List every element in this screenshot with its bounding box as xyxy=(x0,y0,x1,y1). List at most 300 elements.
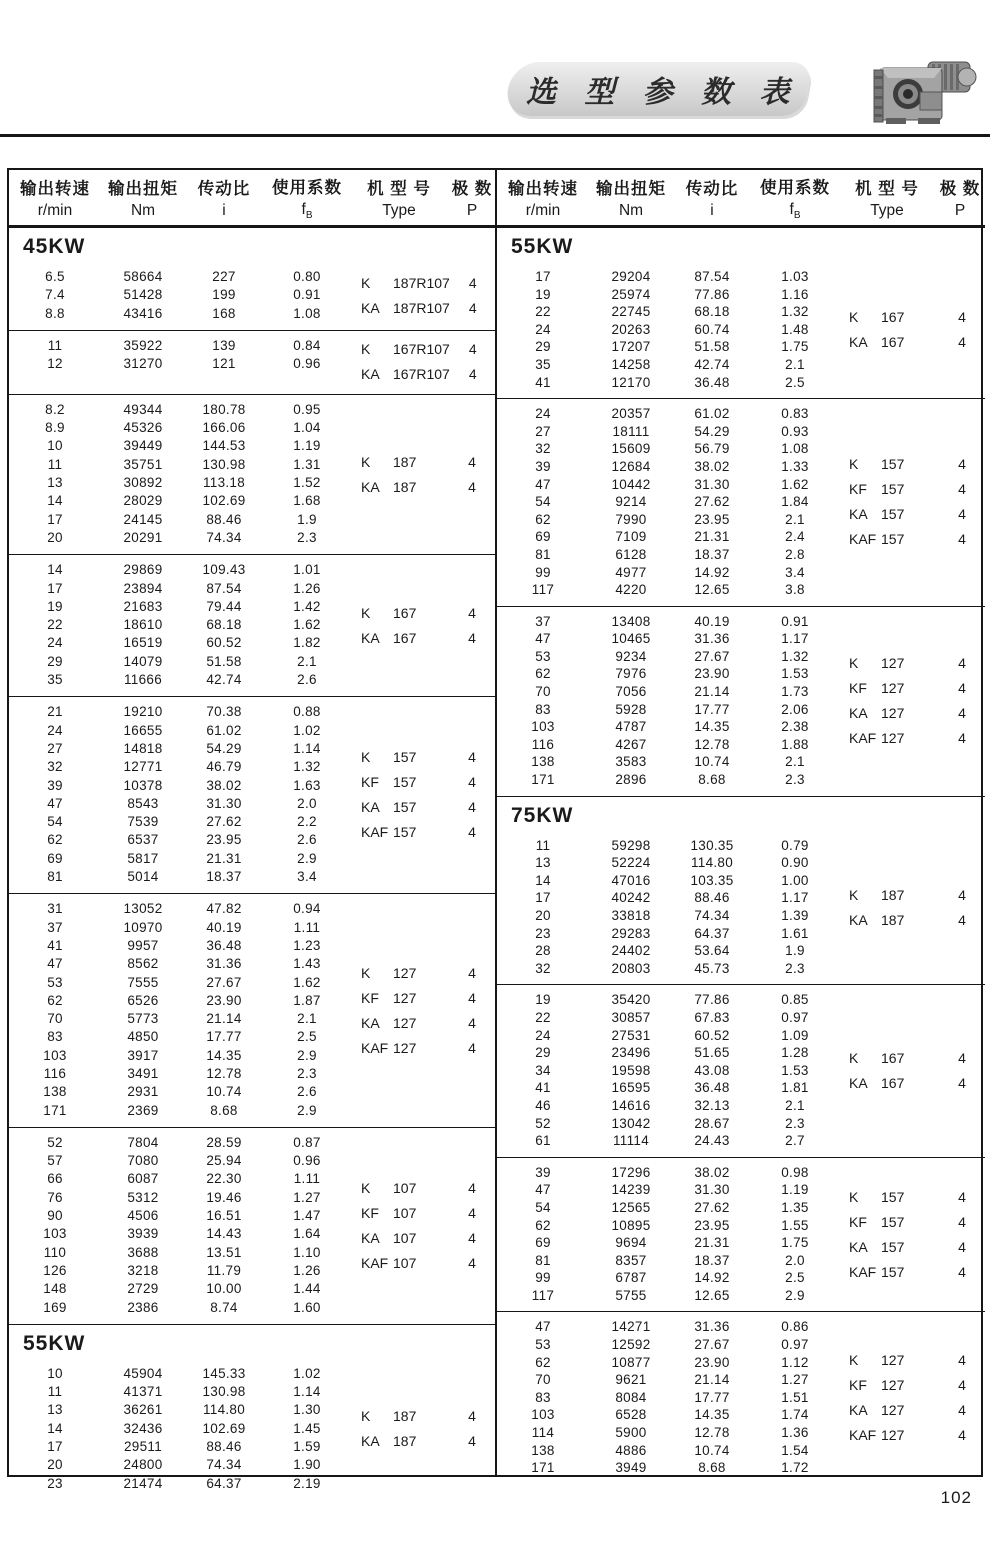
ratio-cell: 31.36 xyxy=(694,1319,730,1335)
ratio-cell: 28.67 xyxy=(694,1115,730,1131)
ratio-cell: 88.46 xyxy=(206,511,242,527)
service-factor-cell: 0.91 xyxy=(781,613,809,629)
rpm-cell: 52 xyxy=(47,1134,63,1150)
type-cell: KAF 127 xyxy=(849,1427,905,1444)
spec-block xyxy=(497,831,985,986)
service-factor-cell: 2.9 xyxy=(297,1102,317,1118)
torque-cell: 14271 xyxy=(611,1319,651,1335)
type-cell: KA 157 xyxy=(849,1238,905,1255)
torque-cell: 7056 xyxy=(615,684,647,700)
rpm-cell: 81 xyxy=(535,546,551,562)
torque-cell: 10877 xyxy=(611,1354,651,1370)
type-prefix: K xyxy=(361,964,371,981)
type-row xyxy=(351,1225,495,1250)
right-table-header xyxy=(497,170,985,228)
ratio-cell: 10.74 xyxy=(694,1442,730,1458)
poles-cell: 4 xyxy=(958,309,966,326)
rpm-cell: 14 xyxy=(47,1420,63,1436)
ratio-cell: 53.64 xyxy=(694,943,730,959)
rpm-cell: 62 xyxy=(47,832,63,848)
type-cell: KA 127 xyxy=(849,1402,905,1419)
type-row xyxy=(839,1046,985,1071)
table-row xyxy=(9,831,351,849)
type-row xyxy=(351,1404,495,1429)
rpm-cell: 22 xyxy=(535,304,551,320)
type-prefix: KF xyxy=(849,1377,867,1394)
service-factor-cell: 2.7 xyxy=(785,1133,805,1149)
rpm-cell: 47 xyxy=(535,476,551,492)
rpm-cell: 116 xyxy=(43,1065,67,1081)
power-section-heading: 45KW xyxy=(23,235,86,258)
ratio-cell: 27.62 xyxy=(694,1199,730,1215)
table-row xyxy=(497,1336,839,1354)
service-factor-cell: 2.3 xyxy=(297,529,317,545)
type-cell: K 127 xyxy=(361,964,417,981)
type-prefix: K xyxy=(361,1179,371,1196)
ratio-cell: 40.19 xyxy=(206,919,242,935)
torque-cell: 6526 xyxy=(127,992,159,1008)
ratio-cell: 12.78 xyxy=(694,1425,730,1441)
torque-cell: 59298 xyxy=(611,837,651,853)
torque-cell: 40242 xyxy=(611,890,651,906)
type-row xyxy=(351,1250,495,1275)
type-prefix: K xyxy=(849,456,859,473)
table-row xyxy=(9,740,351,758)
rpm-cell: 12 xyxy=(47,356,63,372)
poles-cell: 4 xyxy=(468,749,476,766)
service-factor-cell: 2.9 xyxy=(297,850,317,866)
rpm-cell: 90 xyxy=(47,1208,63,1224)
rpm-cell: 126 xyxy=(43,1262,67,1278)
col-service-factor: 使用系数 $f_B$ xyxy=(272,178,342,222)
torque-cell: 28029 xyxy=(123,493,163,509)
service-factor-cell: 1.53 xyxy=(781,1062,809,1078)
ratio-cell: 130.98 xyxy=(202,456,246,472)
ratio-cell: 21.14 xyxy=(694,1372,730,1388)
table-row xyxy=(9,1262,351,1280)
type-list xyxy=(839,991,985,1149)
torque-cell: 6087 xyxy=(127,1171,159,1187)
type-prefix: KAF xyxy=(849,1263,877,1280)
table-row xyxy=(497,1009,839,1027)
torque-cell: 9234 xyxy=(615,648,647,664)
service-factor-cell: 1.68 xyxy=(293,493,321,509)
torque-cell: 58664 xyxy=(123,269,163,284)
ratio-cell: 25.94 xyxy=(206,1153,242,1169)
ratio-cell: 54.29 xyxy=(694,423,730,439)
type-prefix: KA xyxy=(849,705,868,722)
table-row xyxy=(497,1217,839,1235)
rpm-cell: 103 xyxy=(43,1047,67,1063)
torque-cell: 24800 xyxy=(123,1457,163,1473)
ratio-cell: 14.43 xyxy=(206,1226,242,1242)
poles-cell: 4 xyxy=(958,655,966,672)
rpm-cell: 138 xyxy=(531,1442,555,1458)
ratio-cell: 14.35 xyxy=(694,1407,730,1423)
spec-block xyxy=(497,985,985,1157)
type-row xyxy=(351,1010,495,1035)
ratio-cell: 23.90 xyxy=(206,992,242,1008)
table-row xyxy=(9,1365,351,1383)
type-prefix: K xyxy=(849,886,859,903)
ratio-cell: 23.95 xyxy=(694,1217,730,1233)
table-row xyxy=(9,813,351,831)
rpm-cell: 103 xyxy=(531,719,555,735)
rpm-cell: 8.8 xyxy=(45,305,65,321)
rpm-cell: 61 xyxy=(535,1133,551,1149)
spec-block xyxy=(9,894,495,1128)
ratio-cell: 32.13 xyxy=(694,1097,730,1113)
service-factor-cell: 2.1 xyxy=(785,754,805,770)
service-factor-cell: 1.03 xyxy=(781,269,809,284)
torque-cell: 20357 xyxy=(611,406,651,422)
rpm-cell: 22 xyxy=(535,1009,551,1025)
torque-cell: 6537 xyxy=(127,832,159,848)
ratio-cell: 145.33 xyxy=(202,1365,246,1381)
service-factor-cell: 0.91 xyxy=(293,287,321,303)
power-section-heading: 55KW xyxy=(23,1331,86,1355)
type-cell: KA 167R107 xyxy=(361,366,450,383)
service-factor-cell: 0.79 xyxy=(781,837,809,853)
table-row xyxy=(497,528,839,546)
ratio-cell: 88.46 xyxy=(694,890,730,906)
table-row xyxy=(497,1115,839,1133)
rpm-cell: 17 xyxy=(535,890,551,906)
ratio-cell: 24.43 xyxy=(694,1133,730,1149)
ratio-cell: 17.77 xyxy=(206,1029,242,1045)
rpm-cell: 57 xyxy=(47,1153,63,1169)
poles-cell: 4 xyxy=(468,366,477,383)
rpm-cell: 171 xyxy=(531,1460,555,1476)
spec-rows xyxy=(497,1164,839,1305)
type-row xyxy=(351,1200,495,1225)
torque-cell: 9621 xyxy=(615,1372,647,1388)
service-factor-cell: 1.84 xyxy=(781,494,809,510)
rpm-cell: 47 xyxy=(535,1319,551,1335)
type-row xyxy=(351,1175,495,1200)
ratio-cell: 10.00 xyxy=(206,1281,242,1297)
spec-block xyxy=(497,1158,985,1313)
table-row xyxy=(497,1389,839,1407)
rpm-cell: 47 xyxy=(535,631,551,647)
table-row xyxy=(497,1354,839,1372)
service-factor-cell: 1.27 xyxy=(781,1372,809,1388)
service-factor-cell: 1.32 xyxy=(781,304,809,320)
service-factor-cell: 1.08 xyxy=(781,441,809,457)
spec-block xyxy=(9,395,495,555)
table-row xyxy=(497,1252,839,1270)
spec-block xyxy=(9,1128,495,1325)
table-row xyxy=(9,1010,351,1028)
table-row xyxy=(9,1401,351,1419)
table-row xyxy=(497,771,839,789)
type-cell: KA 127 xyxy=(849,705,905,722)
type-prefix: KF xyxy=(361,989,379,1006)
ratio-cell: 74.34 xyxy=(694,908,730,923)
ratio-cell: 28.59 xyxy=(206,1134,242,1150)
table-row xyxy=(497,648,839,666)
table-row xyxy=(9,777,351,795)
service-factor-cell: 1.11 xyxy=(293,1171,321,1187)
table-row xyxy=(497,268,839,286)
ratio-cell: 68.18 xyxy=(694,304,730,320)
table-row xyxy=(9,580,351,598)
rpm-cell: 32 xyxy=(535,960,551,976)
poles-cell: 4 xyxy=(468,604,476,621)
type-row xyxy=(839,1209,985,1234)
service-factor-cell: 1.00 xyxy=(781,872,809,888)
torque-cell: 4977 xyxy=(615,564,647,580)
table-row xyxy=(497,1287,839,1305)
rpm-cell: 11 xyxy=(47,337,63,353)
poles-cell: 4 xyxy=(958,911,966,928)
torque-cell: 2386 xyxy=(127,1299,159,1315)
poles-cell: 4 xyxy=(958,1188,966,1205)
ratio-cell: 60.74 xyxy=(694,321,730,337)
table-row xyxy=(497,321,839,339)
torque-cell: 12565 xyxy=(611,1199,651,1215)
torque-cell: 12592 xyxy=(611,1337,651,1353)
ratio-cell: 61.02 xyxy=(206,722,242,738)
torque-cell: 29204 xyxy=(611,269,651,284)
table-row xyxy=(497,753,839,771)
service-factor-cell: 1.33 xyxy=(781,458,809,474)
table-row xyxy=(9,795,351,813)
spec-block xyxy=(9,331,495,395)
rpm-cell: 35 xyxy=(47,672,63,688)
ratio-cell: 77.86 xyxy=(694,992,730,1008)
table-row xyxy=(497,1044,839,1062)
service-factor-cell: 0.84 xyxy=(293,337,321,353)
service-factor-cell: 1.52 xyxy=(293,475,321,491)
torque-cell: 11114 xyxy=(612,1133,650,1149)
torque-cell: 17207 xyxy=(611,339,651,355)
table-row xyxy=(9,1189,351,1207)
type-row xyxy=(351,770,495,795)
spec-rows xyxy=(497,1318,839,1476)
type-row xyxy=(839,882,985,907)
type-cell: KF 127 xyxy=(849,680,905,697)
type-row xyxy=(351,600,495,625)
ratio-cell: 18.37 xyxy=(206,869,242,885)
rpm-cell: 21 xyxy=(47,704,63,720)
torque-cell: 2729 xyxy=(127,1281,159,1297)
ratio-cell: 36.48 xyxy=(206,937,242,953)
rpm-cell: 32 xyxy=(47,759,63,775)
torque-cell: 5014 xyxy=(127,869,159,885)
type-row xyxy=(839,701,985,726)
table-row xyxy=(497,286,839,304)
table-row xyxy=(9,703,351,721)
service-factor-cell: 1.27 xyxy=(293,1189,321,1205)
service-factor-cell: 2.1 xyxy=(785,356,805,372)
ratio-cell: 56.79 xyxy=(694,441,730,457)
torque-cell: 11666 xyxy=(123,672,163,688)
service-factor-cell: 2.1 xyxy=(785,511,805,527)
poles-cell: 4 xyxy=(468,453,476,470)
torque-cell: 4220 xyxy=(615,582,647,598)
torque-cell: 8357 xyxy=(615,1252,647,1268)
table-row xyxy=(497,581,839,599)
rpm-cell: 19 xyxy=(535,286,551,302)
service-factor-cell: 1.42 xyxy=(293,598,321,614)
torque-cell: 7080 xyxy=(127,1153,159,1169)
service-factor-cell: 0.87 xyxy=(293,1134,321,1150)
table-row xyxy=(497,1062,839,1080)
ratio-cell: 67.83 xyxy=(694,1009,730,1025)
rpm-cell: 28 xyxy=(535,943,551,959)
table-row xyxy=(9,850,351,868)
spec-rows xyxy=(497,837,839,978)
rpm-cell: 69 xyxy=(535,529,551,545)
service-factor-cell: 2.5 xyxy=(297,1029,317,1045)
table-row xyxy=(9,955,351,973)
type-prefix: KAF xyxy=(849,730,877,747)
type-cell: K 187 xyxy=(849,886,905,903)
spec-block xyxy=(497,262,985,399)
ratio-cell: 31.36 xyxy=(694,631,730,647)
torque-cell: 23496 xyxy=(611,1045,651,1061)
torque-cell: 10895 xyxy=(611,1217,651,1233)
type-cell: K 167R107 xyxy=(361,341,450,358)
ratio-cell: 8.68 xyxy=(698,772,726,788)
rpm-cell: 27 xyxy=(47,740,63,756)
type-cell: KAF 157 xyxy=(849,531,905,548)
table-row xyxy=(497,1097,839,1115)
service-factor-cell: 1.63 xyxy=(293,777,321,793)
ratio-cell: 64.37 xyxy=(694,925,730,941)
service-factor-cell: 2.3 xyxy=(297,1065,317,1081)
rpm-cell: 83 xyxy=(47,1029,63,1045)
table-row xyxy=(9,1028,351,1046)
rpm-cell: 99 xyxy=(535,1270,551,1286)
poles-cell: 4 xyxy=(958,531,966,548)
table-row xyxy=(497,665,839,683)
torque-cell: 18610 xyxy=(123,617,163,633)
service-factor-cell: 1.19 xyxy=(781,1182,809,1198)
ratio-cell: 51.65 xyxy=(694,1045,730,1061)
table-row xyxy=(497,1269,839,1287)
type-row xyxy=(839,907,985,932)
table-row xyxy=(497,683,839,701)
type-prefix: K xyxy=(361,604,371,621)
spec-rows xyxy=(497,613,839,789)
rpm-cell: 46 xyxy=(535,1097,551,1113)
service-factor-cell: 1.62 xyxy=(781,476,809,492)
poles-cell: 4 xyxy=(468,1179,476,1196)
ratio-cell: 12.65 xyxy=(694,582,730,598)
ratio-cell: 10.74 xyxy=(694,754,730,770)
rpm-cell: 103 xyxy=(531,1407,555,1423)
type-cell: KF 157 xyxy=(361,774,417,791)
table-row xyxy=(9,1475,351,1493)
type-prefix: KAF xyxy=(361,1254,389,1271)
torque-cell: 30857 xyxy=(611,1009,651,1025)
type-row xyxy=(839,527,985,552)
poles-cell: 4 xyxy=(468,824,476,841)
service-factor-cell: 0.98 xyxy=(781,1164,809,1180)
torque-cell: 5773 xyxy=(127,1011,159,1027)
rpm-cell: 39 xyxy=(535,1164,551,1180)
ratio-cell: 18.37 xyxy=(694,546,730,562)
rpm-cell: 23 xyxy=(535,925,551,941)
ratio-cell: 17.77 xyxy=(694,701,730,717)
torque-cell: 7804 xyxy=(127,1134,159,1150)
type-cell: KF 127 xyxy=(361,989,417,1006)
ratio-cell: 130.98 xyxy=(202,1384,246,1400)
type-list xyxy=(839,405,985,599)
type-row xyxy=(351,474,495,499)
torque-cell: 3939 xyxy=(127,1226,159,1242)
ratio-cell: 60.52 xyxy=(694,1027,730,1043)
table-row xyxy=(497,1234,839,1252)
ratio-cell: 43.08 xyxy=(694,1062,730,1078)
torque-cell: 5755 xyxy=(615,1287,647,1303)
rpm-cell: 24 xyxy=(535,321,551,337)
type-prefix: KF xyxy=(849,680,867,697)
torque-cell: 20291 xyxy=(123,529,163,545)
torque-cell: 14239 xyxy=(611,1182,651,1198)
type-cell: KA 167 xyxy=(849,1075,905,1092)
type-cell: KA 157 xyxy=(849,506,905,523)
rpm-cell: 7.4 xyxy=(45,287,65,303)
ratio-cell: 114.80 xyxy=(202,1402,246,1418)
torque-cell: 24145 xyxy=(123,511,163,527)
type-list xyxy=(351,268,496,323)
type-list xyxy=(351,401,495,547)
rpm-cell: 17 xyxy=(47,1439,63,1455)
service-factor-cell: 2.5 xyxy=(785,374,805,390)
col-type: 机 型 号 Type xyxy=(855,180,919,219)
ratio-cell: 168 xyxy=(212,305,236,321)
torque-cell: 35420 xyxy=(611,992,651,1008)
ratio-cell: 18.37 xyxy=(694,1252,730,1268)
type-row xyxy=(351,1035,495,1060)
rpm-cell: 62 xyxy=(47,992,63,1008)
table-row xyxy=(497,303,839,321)
ratio-cell: 227 xyxy=(212,269,236,284)
service-factor-cell: 1.88 xyxy=(781,736,809,752)
service-factor-cell: 1.51 xyxy=(781,1389,809,1405)
service-factor-cell: 1.26 xyxy=(293,1262,321,1278)
service-factor-cell: 1.59 xyxy=(293,1439,321,1455)
col-output-torque: 输出扭矩 Nm xyxy=(596,180,666,219)
poles-cell: 4 xyxy=(468,774,476,791)
service-factor-cell: 1.26 xyxy=(293,580,321,596)
torque-cell: 3688 xyxy=(127,1244,159,1260)
rpm-cell: 69 xyxy=(535,1235,551,1251)
poles-cell: 4 xyxy=(958,1238,966,1255)
poles-cell: 4 xyxy=(958,680,966,697)
poles-cell: 4 xyxy=(468,299,477,316)
table-row xyxy=(497,458,839,476)
type-row xyxy=(351,960,495,985)
rpm-cell: 76 xyxy=(47,1189,63,1205)
ratio-cell: 70.38 xyxy=(206,704,242,720)
service-factor-cell: 1.75 xyxy=(781,1235,809,1251)
table-row xyxy=(9,616,351,634)
ratio-cell: 109.43 xyxy=(202,562,246,578)
table-row xyxy=(497,889,839,907)
type-cell: KF 107 xyxy=(361,1204,417,1221)
rpm-cell: 54 xyxy=(47,814,63,830)
service-factor-cell: 1.62 xyxy=(293,617,321,633)
col-type: 机 型 号 Type xyxy=(367,180,431,219)
ratio-cell: 139 xyxy=(212,337,236,353)
rpm-cell: 99 xyxy=(535,564,551,580)
table-row xyxy=(9,598,351,616)
torque-cell: 7990 xyxy=(615,511,647,527)
